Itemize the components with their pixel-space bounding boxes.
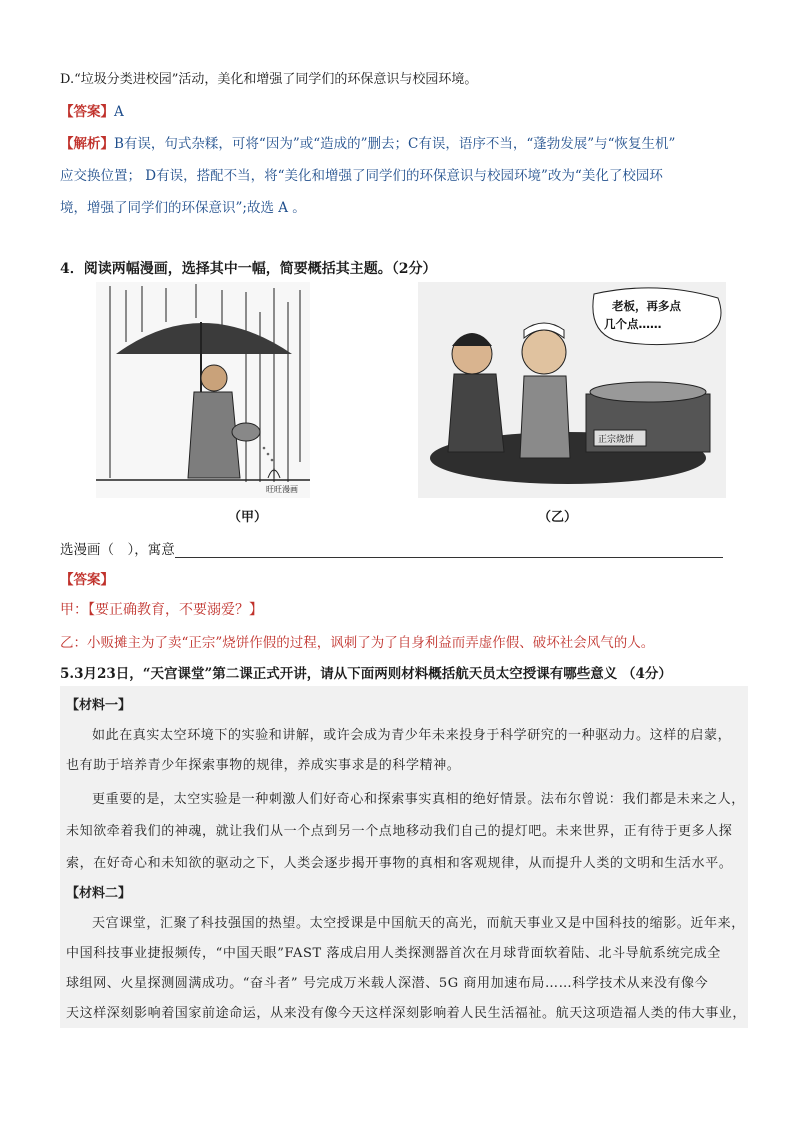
q4-answer-label: 【答案】 (60, 572, 114, 588)
material-1-line-5: 索，在好奇心和未知欲的驱动之下，人类会逐步揭开事物的真相和客观规律，从而提升人类的文明和生活水平。 (66, 856, 733, 871)
material-1-line-1: 如此在真实太空环境下的实验和讲解，或许会成为青少年未来投身于科学研究的一种驱动力。这样的启蒙， (92, 728, 732, 743)
q4-answer-yi: 乙：小贩摊主为了卖“正宗”烧饼作假的过程，讽刺了为了自身利益而弄虚作假、破坏社会风气的人。 (60, 635, 655, 651)
material-1-label: 【材料一】 (66, 698, 132, 713)
option-d-text: D.“垃圾分类进校园”活动，美化和增强了同学们的环保意识与校园环境。 (60, 72, 478, 87)
comic-jia-stamp: 旺旺漫画 (266, 485, 298, 494)
q3-answer (60, 100, 124, 120)
answer-value: A (114, 104, 124, 120)
material-2-line-1: 天宫课堂，汇聚了科技强国的热望。太空授课是中国航天的高光，而航天事业又是中国科技的缩影。近年来， (92, 916, 745, 931)
q4-prompt-text: 选漫画（ ），寓意 (60, 542, 175, 558)
answer-blank-line[interactable] (175, 543, 723, 558)
material-2-label: 【材料二】 (66, 886, 132, 901)
material-2-line-3: 球组网、火星探测圆满成功。“奋斗者” 号完成万米载人深潜、5G 商用加速布局……科学技术从来没有像今 (66, 976, 709, 991)
material-2-line-4: 天这样深刻影响着国家前途命运，从来没有像今天这样深刻影响着人民生活福祉。航天这项造福人类的伟大事业， (66, 1006, 747, 1021)
comic-yi-image (418, 282, 726, 498)
q4-prompt (60, 538, 723, 558)
comic-jia-caption: （甲） (228, 510, 268, 525)
q4-answer-jia: 甲：【要正确教育，不要溺爱？】 (60, 602, 263, 618)
material-1-line-3: 更重要的是，太空实验是一种刺激人们好奇心和探索事实真相的绝好情景。法布尔曾说：我们都是未来之人， (92, 792, 745, 807)
question-5-title: 5.3月23日，“天宫课堂”第二课正式开讲，请从下面两则材料概括航天员太空授课有哪些意义 （4分） (60, 666, 672, 682)
comic-yi-bubble-line-1: 老板，再多点 (612, 299, 681, 313)
material-1-line-2: 也有助于培养青少年探索事物的规律，养成实事求是的科学精神。 (66, 758, 461, 773)
material-1-line-4: 未知欲牵着我们的神魂，就让我们从一个点到另一个点地移动我们自己的提灯吧。未来世界，正有待于更多人探 (66, 824, 733, 839)
materials-panel (60, 686, 748, 1028)
material-2-line-2: 中国科技事业捷报频传，“中国天眼”FAST 落成启用人类探测器首次在月球背面软着陆、北斗导航系统完成全 (66, 946, 721, 961)
answer-label: 【答案】 (60, 104, 114, 120)
comic-yi-sign: 正宗烧饼 (598, 435, 635, 445)
q3-analysis-line-1: 【解析】B有误，句式杂糅，可将“因为”或“造成的”删去；C有误，语序不当，“蓬勃发展”与“恢复生机” (60, 136, 676, 152)
q3-analysis-line-2: 应交换位置； D有误，搭配不当，将“美化和增强了同学们的环保意识与校园环境”改为“美化了校园环 (60, 168, 663, 184)
q3-analysis-line-3: 境，增强了同学们的环保意识”;故选 A 。 (60, 200, 306, 216)
comic-yi-caption: （乙） (538, 510, 578, 525)
question-4-title: 4．阅读两幅漫画，选择其中一幅，简要概括其主题。（2分） (60, 261, 437, 277)
analysis-label: 【解析】 (60, 136, 114, 152)
comic-yi-bubble-line-2: 几个点…… (604, 317, 662, 331)
comic-jia-image (96, 282, 310, 498)
